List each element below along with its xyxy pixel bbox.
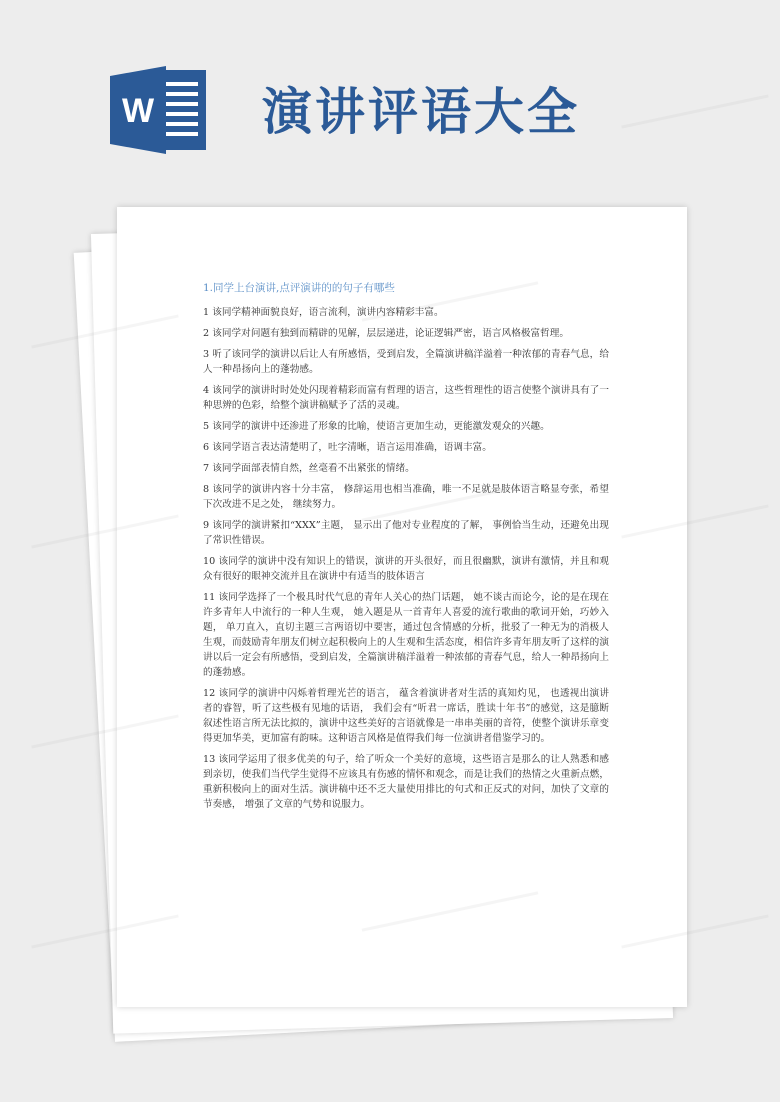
document-paragraph: 9 该同学的演讲紧扣“XXX”主题， 显示出了他对专业程度的了解， 事例恰当生动，还避免出现了常识性错误。 bbox=[203, 520, 609, 546]
word-letter: W bbox=[121, 92, 155, 130]
document-paragraph: 7 该同学面部表情自然，丝毫看不出紧张的情绪。 bbox=[203, 463, 415, 474]
page-title: 演讲评语大全 bbox=[262, 83, 580, 141]
document-paragraph: 10 该同学的演讲中没有知识上的错误，演讲的开头很好，而且很幽默，演讲有激情，并且和观众有很好的眼神交流并且在演讲中有适当的肢体语言 bbox=[203, 556, 609, 582]
word-document-icon bbox=[110, 66, 208, 154]
document-paragraph: 2 该同学对问题有独到而精辟的见解，层层递进，论证逻辑严密，语言风格极富哲理。 bbox=[203, 328, 570, 339]
document-paragraph: 3 听了该同学的演讲以后让人有所感悟，受到启发，全篇演讲稿洋溢着一种浓郁的青春气息，给人一种昂扬向上的蓬勃感。 bbox=[203, 349, 609, 375]
document-paragraph: 5 该同学的演讲中还渗进了形象的比喻，使语言更加生动，更能激发观众的兴趣。 bbox=[203, 421, 550, 432]
word-logo bbox=[110, 66, 208, 154]
watermark bbox=[621, 94, 768, 128]
document-paragraph: 1 该同学精神面貌良好，语言流利，演讲内容精彩丰富。 bbox=[203, 307, 444, 318]
document-paragraph: 6 该同学语言表达清楚明了，吐字清晰，语言运用准确，语调丰富。 bbox=[203, 442, 492, 453]
document-heading: 1.同学上台演讲,点评演讲的的句子有哪些 bbox=[203, 282, 395, 294]
document-paragraph: 8 该同学的演讲内容十分丰富， 修辞运用也相当准确，唯一不足就是肢体语言略显夸张，希望下次改进不足之处， 继续努力。 bbox=[203, 484, 609, 510]
document-paragraph: 11 该同学选择了一个极具时代气息的青年人关心的热门话题， 她不谈古而论今，论的是在现在许多青年人中流行的一种人生观， 她入题是从一首青年人喜爱的流行歌曲的歌词开始，巧妙入题， 单刀直入，直切主题三言两语切中要害，通过包含情感的分析，批驳了一种无为的消极人生观，而鼓励青年朋友们树立起积极向上的人生观和生活态度，相信许多青年朋友听了这样的演讲以后一定会有所感悟，受到启发，全篇演讲稿洋溢着一种浓郁的青春气息，给人一种昂扬向上的蓬勃感。 bbox=[203, 592, 609, 678]
document-paragraph: 13 该同学运用了很多优美的句子，给了听众一个美好的意境，这些语言是那么的让人熟悉和感到亲切，使我们当代学生觉得不应该具有伤感的情怀和观念，而是让我们的热情之火重新点燃，重新积极向上的面对生活。演讲稿中还不乏大量使用排比的句式和正反式的对问，加快了文章的节奏感， 增强了文章的气势和说服力。 bbox=[203, 754, 609, 810]
document-content bbox=[203, 281, 609, 818]
document-page bbox=[117, 207, 687, 1007]
document-paragraph: 4 该同学的演讲时时处处闪现着精彩而富有哲理的语言，这些哲理性的语言使整个演讲具有了一种思辨的色彩，给整个演讲稿赋予了活的灵魂。 bbox=[203, 385, 609, 411]
document-paragraph: 12 该同学的演讲中闪烁着哲理光芒的语言， 蕴含着演讲者对生活的真知灼见， 也透视出演讲者的睿智，听了这些极有见地的话语， 我们会有“听君一席话，胜读十年书”的感觉，这是臆断叙述性语言所无法比拟的，演讲中这些美好的言语就像是一串串美丽的音符，使整个演讲乐章变得更加华美，更加富有韵味。这种语言风格是值得我们每一位演讲者借鉴学习的。 bbox=[203, 688, 609, 744]
